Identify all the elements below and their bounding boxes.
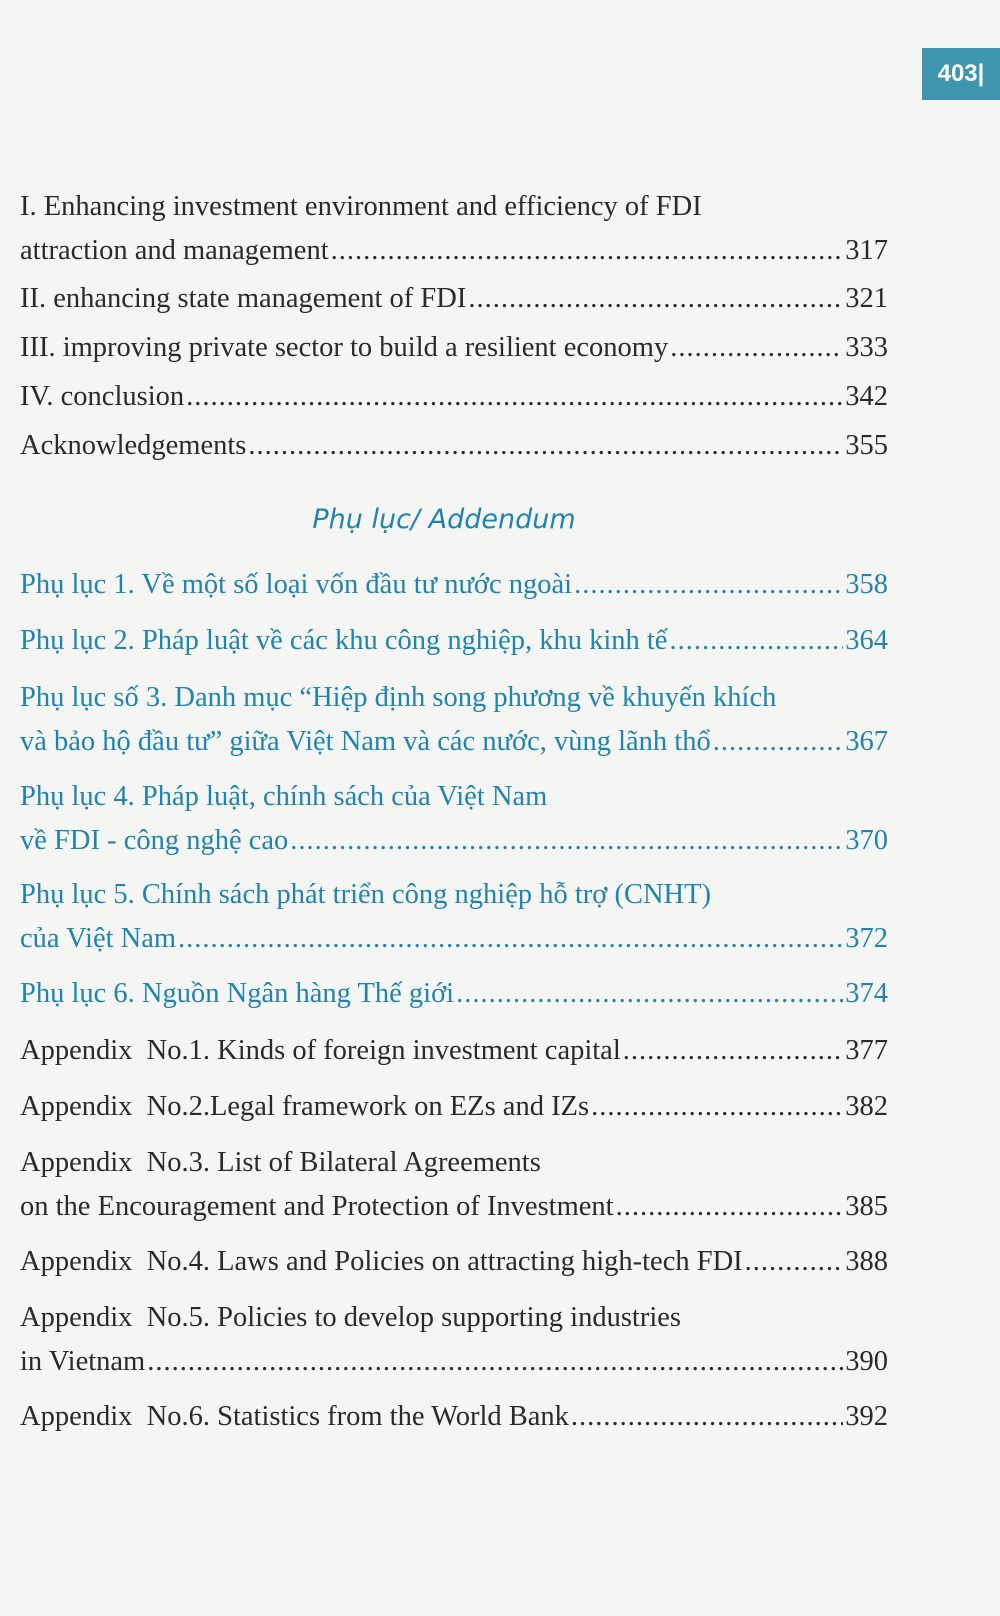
dot-leader [745,1240,844,1284]
toc-entry-page: 382 [845,1091,888,1122]
dot-leader [147,1340,843,1384]
toc-entry-3[interactable] [20,326,888,370]
toc-entry-line [20,1240,888,1284]
toc-entry-label-line1: Phụ lục số 3. Danh mục “Hiệp định song phương về khuyến khích [20,682,777,713]
toc-entry-page: 364 [845,625,888,656]
toc-entry-label: của Việt Nam [20,923,177,954]
toc-entry-line2 [20,1185,888,1229]
toc-entry-page: 388 [845,1246,888,1277]
toc-entry-line2 [20,819,888,863]
toc-entry-line [20,326,888,370]
toc-entry-label: Appendix No.2.Legal framework on EZs and IZs [20,1091,590,1122]
toc-entry-page: 392 [845,1401,888,1432]
toc-entry-label: Appendix No.6. Statistics from the World Bank [20,1401,569,1432]
toc-entry-label: attraction and management [20,235,329,266]
toc-entry-line [20,1029,888,1073]
toc-entry-label: Phụ lục 1. Về một số loại vốn đầu tư nước ngoài [20,569,573,600]
toc-entry-vi-2[interactable] [20,619,888,663]
toc-entry-line [20,563,888,607]
page-number-badge: 403| [922,48,1000,100]
toc-entry-line2 [20,917,888,961]
toc-entry-2[interactable] [20,277,888,321]
dot-leader [571,1395,843,1439]
toc-entry-label: III. improving private sector to build a resilient economy [20,332,669,363]
toc-entry-line1 [20,676,888,720]
toc-entry-label: IV. conclusion [20,381,185,412]
toc-entry-vi-4[interactable] [20,775,888,863]
toc-entry-line [20,277,888,321]
toc-entry-line [20,619,888,663]
toc-entry-label-line1: Appendix No.3. List of Bilateral Agreements [20,1147,541,1178]
toc-entry-label: về FDI - công nghệ cao [20,825,289,856]
toc-entry-label: Phụ lục 6. Nguồn Ngân hàng Thế giới [20,978,455,1009]
toc-entry-page: 355 [845,430,888,461]
toc-entry-label-line1: Phụ lục 5. Chính sách phát triển công nghiệp hỗ trợ (CNHT) [20,879,712,910]
toc-entry-page: 358 [845,569,888,600]
dot-leader [623,1029,843,1073]
toc-entry-page: 374 [845,978,888,1009]
dot-leader [178,917,843,961]
dot-leader [186,375,843,419]
toc-entry-line1 [20,1141,888,1185]
toc-entry-line2 [20,229,888,273]
dot-leader [574,563,843,607]
toc-entry-label-line1: I. Enhancing investment environment and efficiency of FDI [20,191,702,222]
toc-entry-en-4[interactable] [20,1240,888,1284]
toc-entry-page: 367 [845,726,888,757]
toc-entry-vi-3[interactable] [20,676,888,764]
toc-entry-line [20,972,888,1016]
dot-leader [331,229,844,273]
toc-entry-4[interactable] [20,375,888,419]
toc-entry-label: Appendix No.4. Laws and Policies on attracting high-tech FDI [20,1246,743,1277]
toc-entry-page: 377 [845,1035,888,1066]
toc-entry-line1 [20,1296,888,1340]
dot-leader [670,326,843,370]
toc-entry-label: Appendix No.1. Kinds of foreign investment capital [20,1035,621,1066]
dot-leader [468,277,843,321]
dot-leader [248,424,843,468]
toc-entry-en-6[interactable] [20,1395,888,1439]
dot-leader [616,1185,844,1229]
toc-entry-label-line1: Appendix No.5. Policies to develop supporting industries [20,1302,681,1333]
toc-entry-line [20,1395,888,1439]
toc-entry-page: 342 [845,381,888,412]
toc-entry-en-3[interactable] [20,1141,888,1229]
dot-leader [669,619,843,663]
toc-entry-page: 370 [845,825,888,856]
dot-leader [713,720,844,764]
toc-entry-page: 321 [845,283,888,314]
toc-entry-vi-1[interactable] [20,563,888,607]
toc-entry-label: II. enhancing state management of FDI [20,283,467,314]
toc-entry-page: 317 [845,235,888,266]
toc-entry-line1 [20,775,888,819]
toc-entry-page: 372 [845,923,888,954]
toc-entry-label: in Vietnam [20,1346,146,1377]
dot-leader [456,972,843,1016]
section-title-addendum: Phụ lục/ Addendum [312,504,576,535]
toc-entry-line1 [20,873,888,917]
toc-entry-line [20,1085,888,1129]
toc-entry-label: Phụ lục 2. Pháp luật về các khu công nghiệp, khu kinh tế [20,625,668,656]
toc-entry-line2 [20,1340,888,1384]
toc-entry-label-line1: Phụ lục 4. Pháp luật, chính sách của Việt Nam [20,781,548,812]
dot-leader [290,819,843,863]
toc-entry-vi-6[interactable] [20,972,888,1016]
toc-entry-page: 333 [845,332,888,363]
toc-entry-page: 390 [845,1346,888,1377]
toc-entry-line2 [20,720,888,764]
toc-entry-vi-5[interactable] [20,873,888,961]
toc-entry-label: và bảo hộ đầu tư” giữa Việt Nam và các nước, vùng lãnh thổ [20,726,711,757]
toc-entry-line1 [20,185,888,229]
toc-entry-line [20,424,888,468]
toc-entry-label: Acknowledgements [20,430,247,461]
toc-entry-label: on the Encouragement and Protection of Investment [20,1191,614,1222]
toc-entry-en-5[interactable] [20,1296,888,1384]
toc-entry-en-2[interactable] [20,1085,888,1129]
toc-entry-en-1[interactable] [20,1029,888,1073]
toc-entry-page: 385 [845,1191,888,1222]
toc-entry-5[interactable] [20,424,888,468]
dot-leader [591,1085,843,1129]
toc-entry-line [20,375,888,419]
toc-entry-1[interactable] [20,185,888,273]
